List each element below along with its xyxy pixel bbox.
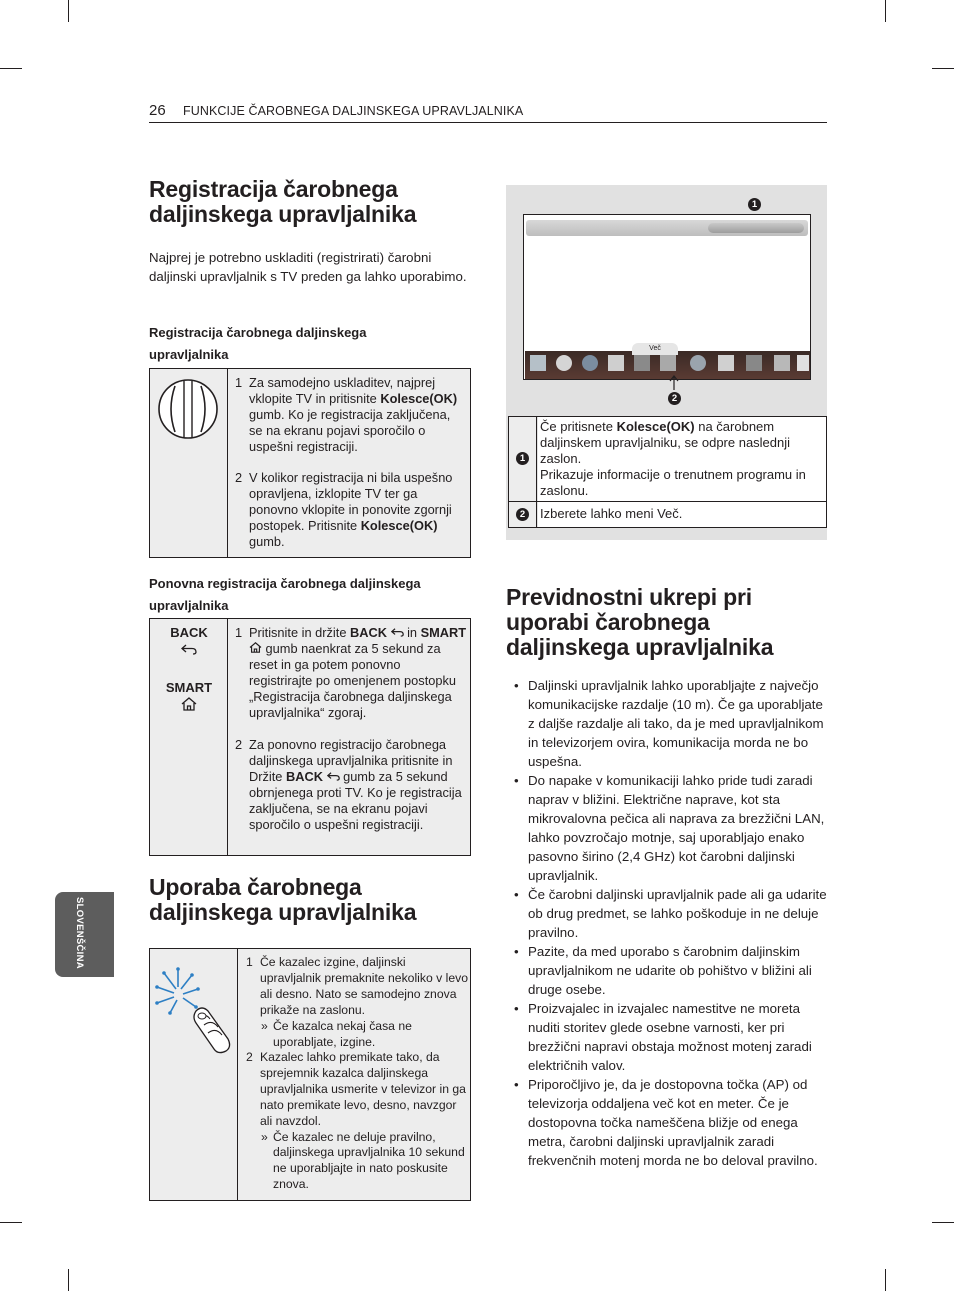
app-icon[interactable] [746,355,762,371]
app-icon[interactable] [608,355,624,371]
page-number: 26 [149,102,166,119]
arrow-icon [669,375,679,391]
app-icon[interactable] [718,355,734,371]
reregistration-step-2: 2 Za ponovno registracijo čarobnega daljinskega upravljalnika pritisnite in Držite BACK gumb za 5 sekund obrnjenega proti TV. Ko je registracija zaključena, se na ekranu pojavi sporočilo o uspešni registraciji. [235,737,462,832]
reregistration-table [149,618,471,856]
usage-step-1: 1 Če kazalec izgine, daljinski upravljalnik premaknite nekoliko v levo ali desno. Nato se samodejno znova prikaže na zaslonu. » Če kazalca nekaj časa ne uporabljate, izgine. [246,955,468,1049]
crop-mark [68,0,69,22]
pointer-cell [150,949,238,1200]
registration-subheading: Registracija čarobnega daljinskega upravljalnika [149,325,367,362]
registration-step-1: 1 Za samodejno uskladitev, najprej vklopite TV in pritisnite Kolesce(OK) gumb. Ko je registracija zaključena, se na ekranu pojavi sporočilo o uspešni registraciji. [235,375,458,454]
back-icon [181,643,197,655]
app-icon[interactable] [797,355,809,371]
tv-screen [523,214,811,380]
pointer-remote-icon [152,967,236,1057]
precaution-item: • Do napake v komunikaciji lahko pride tudi zaradi naprav v bližini. Električne naprave, kot sta mikrovalovna pečica ali naprava za brezžični LAN, lahko povzročajo motnje, saj uporabljajo enako pasovno širino (2,4 GHz) kot čarobni daljinski upravljalnik. [514,773,825,883]
precaution-item: • Proizvajalec in izvajalec namestitve ne moreta nuditi storitev glede osebne varnosti, ker pri brezžični napravi obstaja možnost motenj zaradi električnih valov. [514,1001,812,1073]
precaution-item: • Priporočljivo je, da je dostopovna točka (AP) od televizorja oddaljena več kot en meter. Če je dostopovna točka nameščena bližje od enega metra, čarobni daljinski upravljalnik zaradi frekvenčnih motenj morda ne bo deloval pravilno. [514,1077,818,1168]
step-number: 1 [235,375,243,390]
running-title: FUNKCIJE ČAROBNEGA DALJINSKEGA UPRAVLJALNIKA [183,104,524,118]
remote-wheel-icon [157,378,219,440]
wheel-cell [150,369,228,557]
crop-mark [885,0,886,22]
smart-key-label: SMART [165,680,213,695]
info-row: 2 Izberete lahko meni Več. [509,502,826,527]
app-icon[interactable] [660,355,676,371]
crop-mark [885,1269,886,1291]
app-icon[interactable] [774,355,790,371]
language-label: SLOVENŠČINA [74,897,85,969]
back-key-label: BACK [170,625,208,640]
back-icon [327,771,340,781]
language-side-tab [55,892,114,977]
crop-mark [68,1269,69,1291]
app-icon[interactable] [556,355,572,371]
info-row: 1 Če pritisnete Kolesce(OK) na čarobnem daljinskem upravljalniku, se odpre naslednji zaslon. Prikazuje informacije o trenutnem programu in zaslonu. [509,417,826,502]
usage-heading: Uporaba čarobnega daljinskega upravljalnika [149,874,417,925]
home-icon [181,697,197,711]
precaution-item: • Če čarobni daljinski upravljalnik pade ali ga udarite ob drug predmet, se lahko poškoduje in ne deluje pravilno. [514,887,827,940]
marker-1: 1 [748,198,761,211]
crop-mark [932,68,954,69]
reregistration-step-1: 1 Pritisnite in držite BACK in SMART gumb naenkrat za 5 sekund za reset in ga potem ponovno registrirajte po omenjenem postopku „Registracija čarobnega daljinskega upravljalnika“ zgoraj. [235,625,467,720]
precaution-item: • Pazite, da med uporabo s čarobnim daljinskim upravljalnikom ne udarite ob pohištvo v bližini ali druge osebe. [514,944,812,997]
app-icon[interactable] [530,355,546,371]
crop-mark [0,1222,22,1223]
precautions-heading: Previdnostni ukrepi pri uporabi čarobnega daljinskega upravljalnika [506,584,774,660]
precaution-item: • Daljinski upravljalnik lahko uporabljajte z največjo komunikacijske razdalje (10 m). Če ga uporabljate z daljše razdalje ali tako, da je med upravljalnikom in televizorjem ovira, komunikacija morda ne bo uspešna. [514,678,824,769]
app-icon[interactable] [690,355,706,371]
home-icon [249,642,262,653]
app-icon[interactable] [582,355,598,371]
marker-2: 2 [668,392,681,405]
crop-mark [932,1222,954,1223]
usage-table [149,948,471,1201]
back-icon [391,627,404,637]
more-tab[interactable]: Več [632,343,678,355]
registration-heading: Registracija čarobnega daljinskega upravljalnika [149,176,417,227]
reregistration-subheading: Ponovna registracija čarobnega daljinskega upravljalnika [149,576,421,613]
info-table [508,416,827,528]
app-icon[interactable] [634,355,650,371]
registration-intro: Najprej je potrebno uskladiti (registrirati) čarobni daljinski upravljalnik s TV preden ga lahko uporabimo. [149,250,467,284]
crop-mark [0,68,22,69]
marker-2: 2 [516,508,529,521]
info-bar-slider [708,223,804,233]
keys-cell [150,619,228,855]
usage-step-2: 2 Kazalec lahko premikate tako, da sprejemnik kazalca daljinskega upravljalnika usmerite v televizor in ga nato premikate levo, desno, navzgor ali navzdol. » Če kazalec ne deluje pravilno, daljinskega upravljalnika 10 sekund ne uporabljajte in nato poskusite znova. [246,1050,466,1192]
registration-step-2: 2 V kolikor registracija ni bila uspešno opravljena, izklopite TV ter ga ponovno vklopite in ponovite zgornji postopek. Pritisnite Kolesce(OK) gumb. [235,470,453,549]
marker-1: 1 [516,452,529,465]
registration-table [149,368,471,558]
page-header [149,102,827,123]
step-number: 2 [235,470,243,485]
